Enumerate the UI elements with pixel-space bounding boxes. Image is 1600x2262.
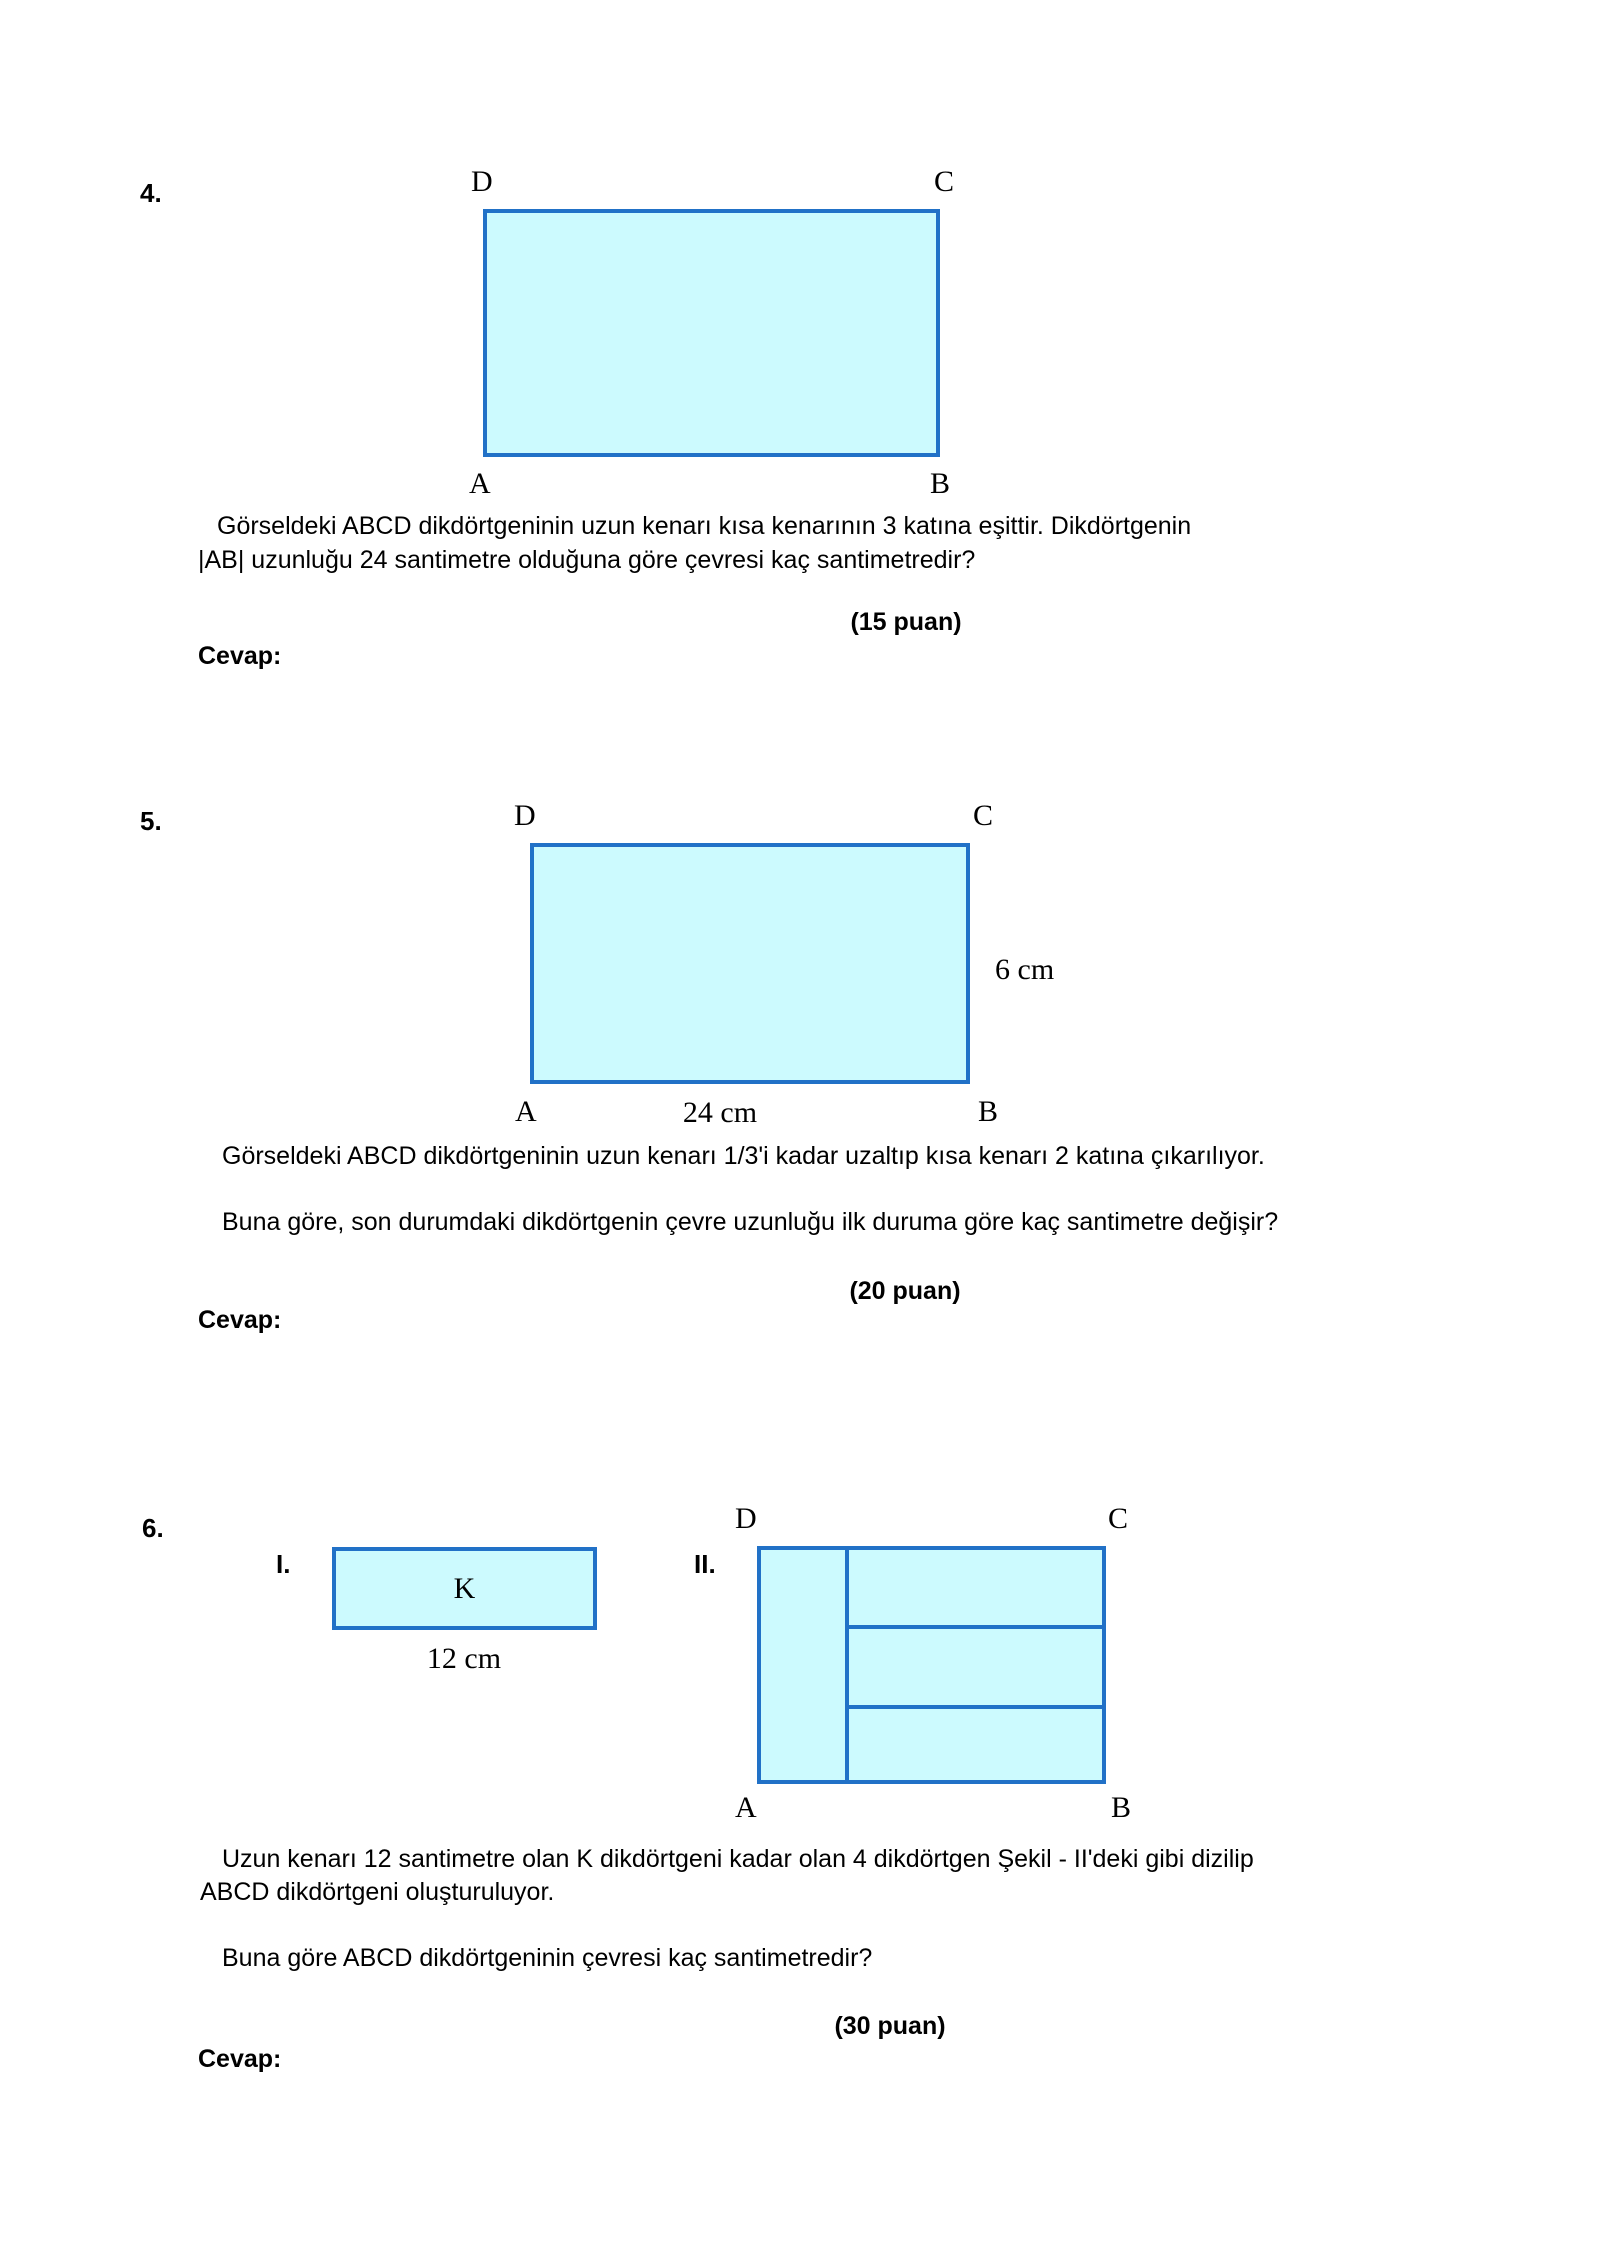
q6-corner-label-d: D [735,1502,757,1535]
q4-corner-label-d: D [471,165,493,198]
q5-bottom-length-label: 24 cm [682,1096,758,1129]
q6-points-badge: (30 puan) [834,2012,946,2040]
q6-text-line1: Uzun kenarı 12 santimetre olan K dikdörtgeni kadar olan 4 dikdörtgen Şekil - II'deki gibi dizilip [222,1845,1254,1873]
q5-corner-label-d: D [514,799,536,832]
q6-figure1-length-label: 12 cm [426,1642,502,1675]
q5-text-line1: Görseldeki ABCD dikdörtgeninin uzun kenarı 1/3'i kadar uzaltıp kısa kenarı 2 katına çıkarılıyor. [222,1142,1265,1170]
q6-corner-label-b: B [1111,1791,1132,1824]
q5-rectangle-abcd [530,843,970,1084]
q4-points-badge: (15 puan) [850,608,962,636]
q5-corner-label-b: B [978,1095,999,1128]
q6-horizontal-divider-1 [849,1625,1102,1629]
q5-corner-label-a: A [515,1095,537,1128]
q6-answer-label: Cevap: [198,2045,282,2073]
question-6-number: 6. [142,1513,164,1543]
q4-corner-label-c: C [934,165,955,198]
q5-text-line2: Buna göre, son durumdaki dikdörtgenin çevre uzunluğu ilk duruma göre kaç santimetre değişir? [222,1208,1279,1236]
q6-corner-label-a: A [735,1791,757,1824]
q4-answer-label: Cevap: [198,642,282,670]
q6-rect-k-label: K [453,1571,476,1605]
q6-corner-label-c: C [1108,1502,1129,1535]
q6-figure1-label: I. [276,1549,291,1579]
q5-side-length-label: 6 cm [995,953,1055,986]
question-5-number: 5. [140,806,162,836]
q6-rectangle-abcd [757,1546,1106,1784]
q4-corner-label-b: B [930,467,951,500]
q4-rectangle-abcd [483,209,940,457]
q4-text-line1: Görseldeki ABCD dikdörtgeninin uzun kenarı kısa kenarının 3 katına eşittir. Dikdörtgenin [217,512,1192,540]
q4-corner-label-a: A [469,467,491,500]
q6-horizontal-divider-2 [849,1705,1102,1709]
q4-text-line2: |AB| uzunluğu 24 santimetre olduğuna göre çevresi kaç santimetredir? [198,546,976,574]
q6-text-line2: ABCD dikdörtgeni oluşturuluyor. [200,1878,555,1906]
q5-corner-label-c: C [973,799,994,832]
q6-figure2-label: II. [694,1549,716,1579]
q5-answer-label: Cevap: [198,1306,282,1334]
q6-text-line3: Buna göre ABCD dikdörtgeninin çevresi kaç santimetredir? [222,1944,873,1972]
q6-rectangle-k [332,1547,597,1630]
q6-vertical-divider [845,1550,849,1780]
q5-points-badge: (20 puan) [849,1277,961,1305]
question-4-number: 4. [140,178,162,208]
